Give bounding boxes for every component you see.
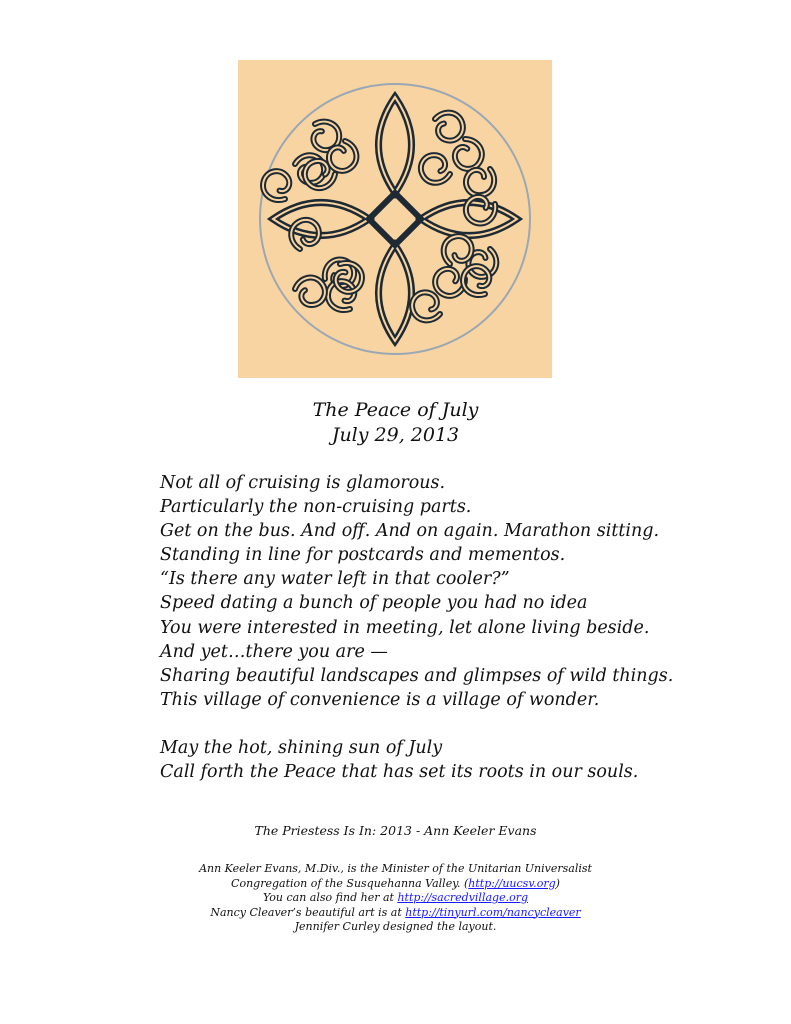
poem-line: You were interested in meeting, let alone living beside.	[160, 617, 650, 638]
uucsv-link[interactable]: http://uucsv.org	[468, 876, 556, 890]
poem-line: Get on the bus. And off. And on again. Marathon sitting.	[160, 521, 660, 542]
credits-line	[0, 906, 791, 921]
stanza-break	[160, 712, 720, 736]
poem-line: May the hot, shining sun of July	[160, 737, 443, 758]
credits-line	[0, 877, 791, 892]
credits-line: Ann Keeler Evans, M.Div., is the Minister of the Unitarian Universalist	[199, 862, 592, 875]
title-block	[0, 398, 791, 448]
mandala-svg	[238, 60, 552, 378]
poem-line: Speed dating a bunch of people you had no idea	[160, 593, 588, 614]
poem-title: The Peace of July	[312, 399, 479, 421]
credits-line: Jennifer Curley designed the layout.	[294, 920, 497, 933]
mandala-artwork	[238, 60, 552, 378]
poem-line: This village of convenience is a village of wonder.	[160, 689, 600, 710]
credits-text: )	[555, 876, 560, 890]
poem-body	[160, 471, 720, 784]
credits-line	[0, 891, 791, 906]
credits-text: You can also find her at	[263, 891, 398, 904]
poem-line: “Is there any water left in that cooler?”	[160, 569, 510, 590]
poem-line: Sharing beautiful landscapes and glimpses of wild things.	[160, 665, 674, 686]
nancycleaver-link[interactable]: http://tinyurl.com/nancycleaver	[405, 905, 581, 919]
sacredvillage-link[interactable]: http://sacredvillage.org	[397, 891, 528, 904]
poem-line: Call forth the Peace that has set its roots in our souls.	[160, 762, 639, 783]
credits-text: Nancy Cleaver’s beautiful art is at	[210, 905, 406, 919]
credits	[0, 862, 791, 935]
poem-date: July 29, 2013	[331, 424, 460, 446]
poem-line: Standing in line for postcards and mementos.	[160, 545, 566, 566]
poem-line: Particularly the non-cruising parts.	[160, 497, 472, 518]
poem-line: And yet…there you are —	[160, 641, 388, 662]
credits-text: Congregation of the Susquehanna Valley. (	[231, 876, 469, 890]
attribution: The Priestess Is In: 2013 - Ann Keeler Evans	[254, 823, 537, 838]
poem-line: Not all of cruising is glamorous.	[160, 473, 446, 493]
